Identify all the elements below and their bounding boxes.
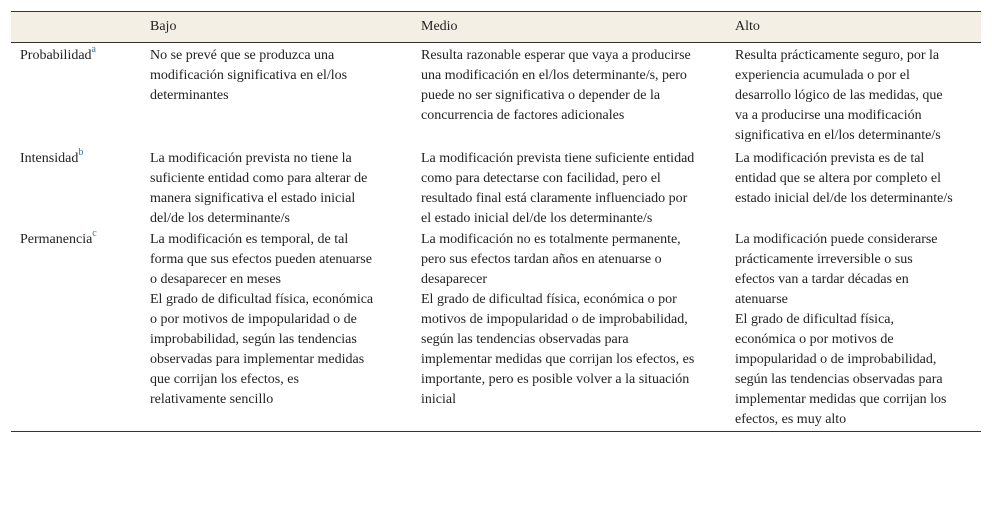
row-label (11, 229, 150, 432)
row-label-text: Probabilidad (20, 48, 92, 63)
header-bajo: Bajo (150, 19, 177, 34)
cell-alto (735, 229, 981, 432)
cell-text: Resulta razonable esperar que vaya a producirse una modificación en el/los determinante/s, pero puede no ser significativa o depender de la concurrencia de factores adicionales (421, 48, 691, 123)
table-header-row (11, 12, 981, 43)
row-label (11, 43, 150, 147)
footnote-link-b[interactable]: b (78, 147, 84, 159)
cell-medio (421, 43, 735, 147)
cell-alto (735, 43, 981, 147)
row-label-text: Permanencia (20, 232, 93, 247)
cell-text: No se prevé que se produzca una modificación significativa en el/los determinantes (150, 48, 348, 103)
cell-text: La modificación es temporal, de tal forma que sus efectos pueden atenuarse o desaparecer en meses (150, 232, 372, 287)
cell-text-2: El grado de dificultad física, económica o por motivos de impopularidad o de improbabilidad, según las tendencias observadas para implementar medidas que corrijan los efectos, es importante, pero es posible volver a la situación inicial (421, 292, 695, 407)
cell-alto (735, 146, 981, 229)
cell-text-2: El grado de dificultad física, económica o por motivos de impopularidad o de improbabilidad, según las tendencias observadas para implementar medidas que corrijan los efectos, es muy alto (735, 312, 947, 427)
cell-medio (421, 146, 735, 229)
header-empty (11, 12, 150, 43)
criteria-table-wrapper (11, 11, 981, 432)
cell-text: Resulta prácticamente seguro, por la experiencia acumulada o por el desarrollo lógico de las medidas, que va a producirse una modificación significativa en el/los determinante/s (735, 48, 943, 143)
criteria-table (11, 11, 981, 432)
header-alto: Alto (735, 19, 760, 34)
cell-bajo (150, 146, 421, 229)
cell-text: La modificación prevista tiene suficiente entidad como para detectarse con facilidad, pero el resultado final está claramente influenciado por el estado inicial del/de los determinante/s (421, 151, 695, 226)
row-label (11, 146, 150, 229)
cell-text-2: El grado de dificultad física, económica o por motivos de impopularidad o de improbabilidad, según las tendencias observadas para implementar medidas que corrijan los efectos, es relativamente sencillo (150, 292, 374, 407)
cell-text: La modificación no es totalmente permanente, pero sus efectos tardan años en atenuarse o desaparecer (421, 232, 681, 287)
row-label-text: Intensidad (20, 151, 79, 166)
table-row-permanencia (11, 229, 981, 432)
cell-text: La modificación prevista es de tal entidad que se altera por completo el estado inicial del/de los determinante/s (735, 151, 953, 206)
cell-bajo (150, 43, 421, 147)
table-row-probabilidad (11, 43, 981, 147)
cell-medio (421, 229, 735, 432)
cell-text: La modificación puede considerarse prácticamente irreversible o sus efectos van a tardar décadas en atenuarse (735, 232, 938, 307)
footnote-link-c[interactable]: c (92, 228, 97, 240)
table-row-intensidad (11, 146, 981, 229)
cell-bajo (150, 229, 421, 432)
cell-text: La modificación prevista no tiene la suficiente entidad como para alterar de manera significativa el estado inicial del/de los determinante/s (150, 151, 368, 226)
footnote-link-a[interactable]: a (91, 44, 96, 56)
header-medio: Medio (421, 19, 458, 34)
